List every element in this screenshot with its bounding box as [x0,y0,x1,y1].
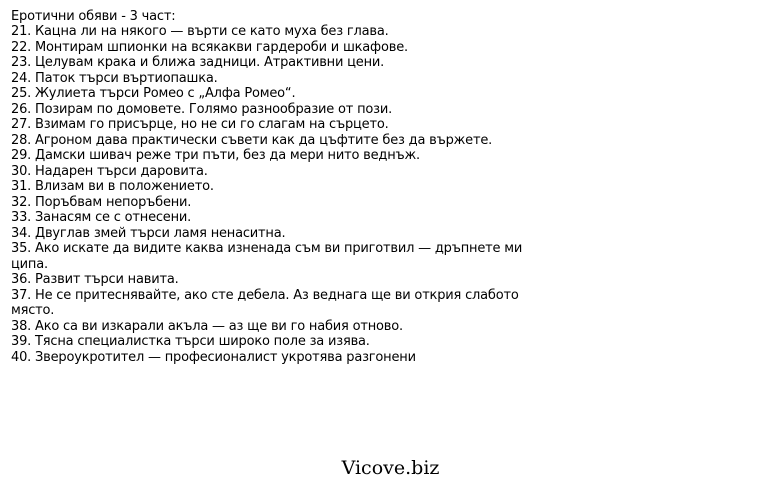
list-item: 35. Ако искате да видите каква изненада съм ви приготвил — дръпнете ми ципа. [11,241,523,272]
list-item: 37. Не се притеснявайте, ако сте дебела. Аз веднага ще ви открия слабото място. [11,287,519,318]
list-item: 29. Дамски шивач реже три пъти, без да мери нито веднъж. [11,148,420,163]
list-item: 25. Жулиета търси Ромео с „Алфа Ромео“. [11,86,296,101]
list-item: 31. Влизам ви в положението. [11,179,214,194]
list-item: 36. Развит търси навита. [11,272,179,287]
list-item: 30. Надарен търси даровита. [11,163,208,179]
list-item: 33. Занасям се с отнесени. [11,210,192,225]
document-body [11,9,559,365]
list-item: 23. Целувам крака и ближа задници. Атрактивни цени. [11,55,385,70]
list-item: 24. Паток търси въртиопашка. [11,70,218,86]
list-item: 26. Позирам по домовете. Голямо разнообразие от пози. [11,101,393,117]
list-item: 21. Кацна ли на някого — върти се като муха без глава. [11,24,389,39]
site-watermark: Vicove.biz [341,457,440,479]
document-title: Еротични обяви - 3 част: [11,9,176,24]
list-item: 34. Двуглав змей търси ламя ненаситна. [11,225,286,241]
list-item: 40. Звероукротител — професионалист укротява разгонени [11,349,416,365]
list-item: 38. Ако са ви изкарали акъла — аз ще ви го набия отново. [11,318,403,334]
ad-list [11,24,559,365]
list-item: 22. Монтирам шпионки на всякакви гардероби и шкафове. [11,39,408,55]
list-item: 28. Агроном дава практически съвети как да цъфтите без да вържете. [11,132,493,148]
list-item: 27. Взимам го присърце, но не си го слагам на сърцето. [11,117,389,132]
list-item: 39. Тясна специалистка търси широко поле за изява. [11,334,370,349]
list-item: 32. Поръбвам непоръбени. [11,194,192,210]
